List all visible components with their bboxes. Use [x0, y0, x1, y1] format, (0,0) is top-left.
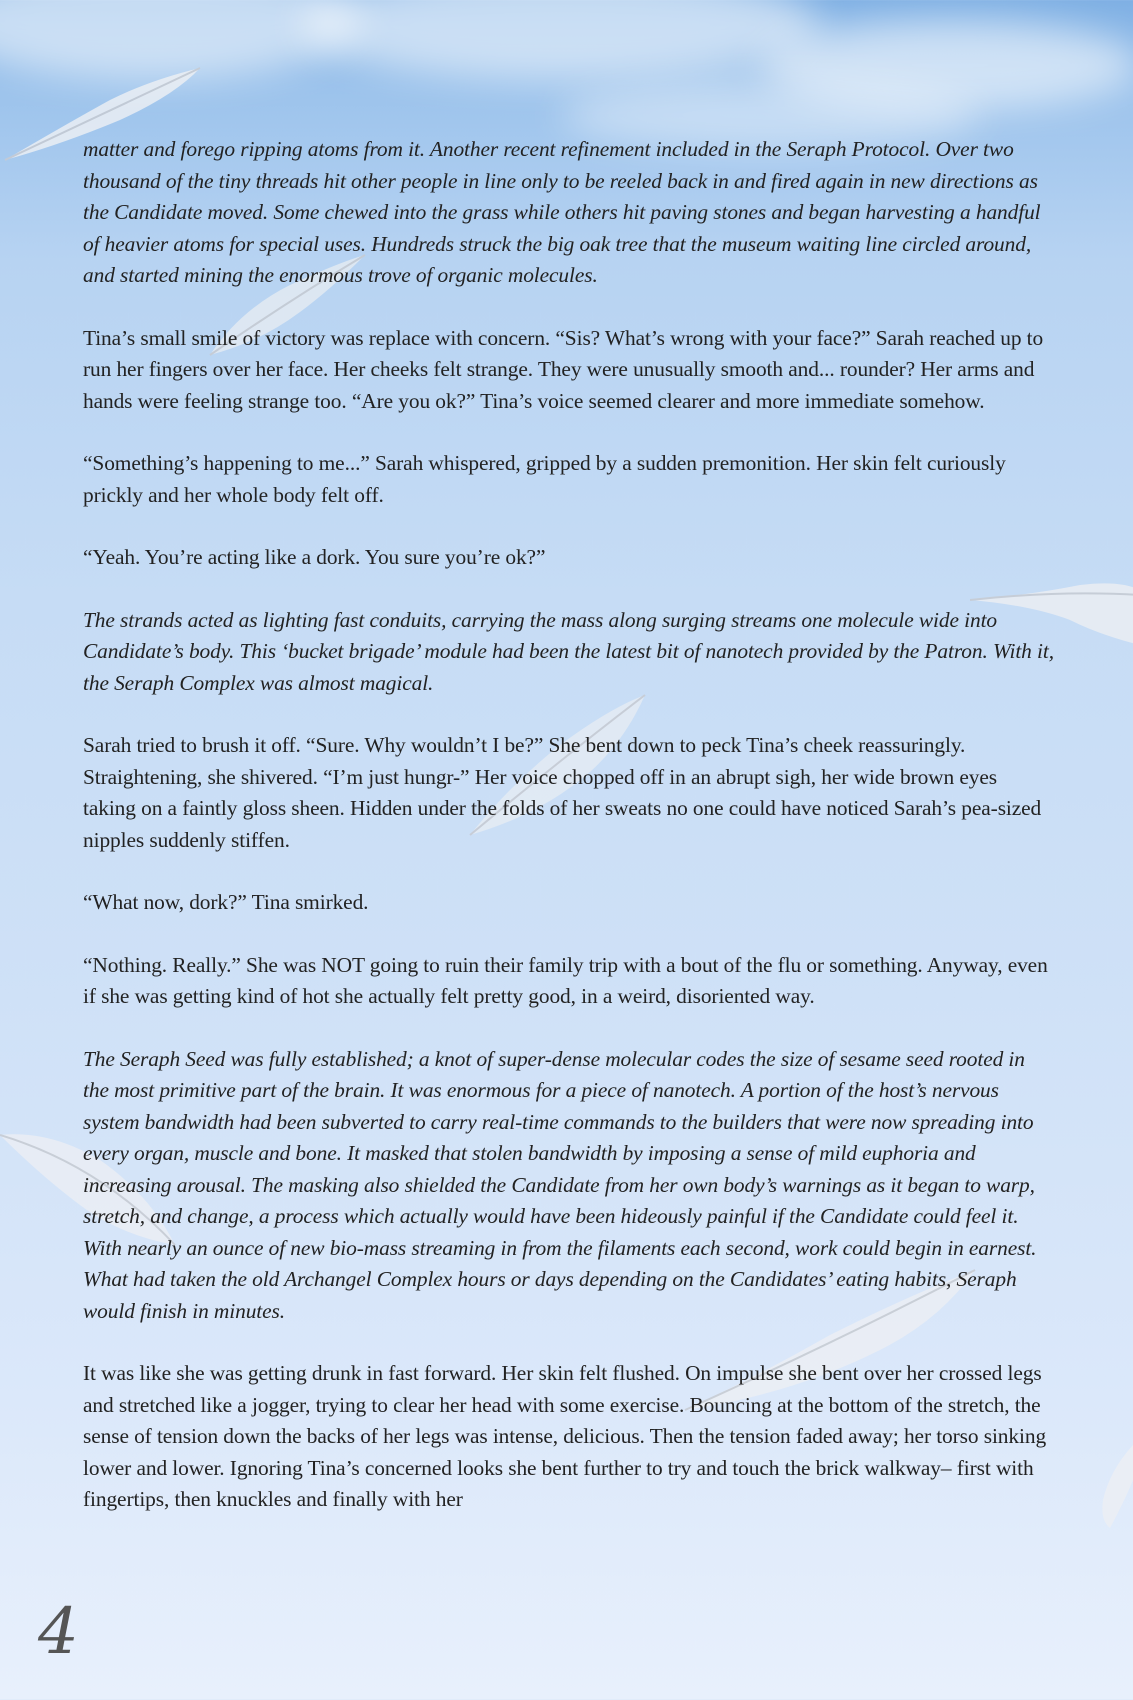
paragraph-7: “What now, dork?” Tina smirked. — [83, 890, 369, 914]
paragraph-5: The strands acted as lighting fast conduits, carrying the mass along surging streams one molecule wide into Candidate’s body. This ‘bucket brigade’ module had been the latest bit of nanotech provided by the Patron. With it, the Seraph Complex was almost magical. — [83, 607, 1054, 695]
paragraph-9: The Seraph Seed was fully established; a knot of super-dense molecular codes the size of sesame seed rooted in the most primitive part of the brain. It was enormous for a piece of nanotech. A portion of the host’s nervous system bandwidth had been subverted to carry real-time commands to the builders that were now spreading into every organ, muscle and bone. It masked that stolen bandwidth by imposing a sense of mild euphoria and increasing arousal. The masking also shielded the Candidate from her own body’s warnings as it began to warp, stretch, and change, a process which actually would have been hideously painful if the Candidate could feel it. With nearly an ounce of new bio-mass streaming in from the filaments each second, work could begin in earnest. What had taken the old Archangel Complex hours or days depending on the Candidates’ eating habits, Seraph would finish in minutes. — [83, 1046, 1037, 1323]
paragraph-10: It was like she was getting drunk in fast forward. Her skin felt flushed. On impulse she bent over her crossed legs and stretched like a jogger, trying to clear her head with some exercise. Bouncing at the bottom of the stretch, the sense of tension down the backs of her legs was intense, delicious. Then the tension faded away; her torso sinking lower and lower. Ignoring Tina’s concerned looks she bent further to try and touch the brick walkway– first with fingertips, then knuckles and finally with her — [83, 1361, 1047, 1511]
paragraph-6: Sarah tried to brush it off. “Sure. Why wouldn’t I be?” She bent down to peck Tina’s cheek reassuringly. Straightening, she shivered. “I’m just hungr-” Her voice chopped off in an abrupt sigh, her wide brown eyes taking on a faintly gloss sheen. Hidden under the folds of her sweats no one could have noticed Sarah’s pea-sized nipples suddenly stiffen. — [83, 733, 1042, 852]
page-body — [83, 134, 1055, 1547]
paragraph-3: “Something’s happening to me...” Sarah whispered, gripped by a sudden premonition. Her skin felt curiously prickly and her whole body felt off. — [83, 451, 1006, 507]
paragraph-2: Tina’s small smile of victory was replace with concern. “Sis? What’s wrong with your face?” Sarah reached up to run her fingers over her face. Her cheeks felt strange. They were unusually smooth and... rounder? Her arms and hands were feeling strange too. “Are you ok?” Tina’s voice seemed clearer and more immediate somehow. — [83, 325, 1044, 413]
paragraph-8: “Nothing. Really.” She was NOT going to ruin their family trip with a bout of the flu or something. Anyway, even if she was getting kind of hot she actually felt pretty good, in a weird, disoriented way. — [83, 952, 1048, 1008]
paragraph-1: matter and forego ripping atoms from it. Another recent refinement included in the Seraph Protocol. Over two thousand of the tiny threads hit other people in line only to be reeled back in and fired again in new directions as the Candidate moved. Some chewed into the grass while others hit paving stones and began harvesting a handful of heavier atoms for special uses. Hundreds struck the big oak tree that the museum waiting line circled around, and started mining the enormous trove of organic molecules. — [83, 137, 1041, 287]
cloud — [300, 0, 820, 80]
page-number: 4 — [38, 1595, 79, 1669]
feather-icon — [1095, 1440, 1133, 1530]
paragraph-4: “Yeah. You’re acting like a dork. You sure you’re ok?” — [83, 545, 546, 569]
